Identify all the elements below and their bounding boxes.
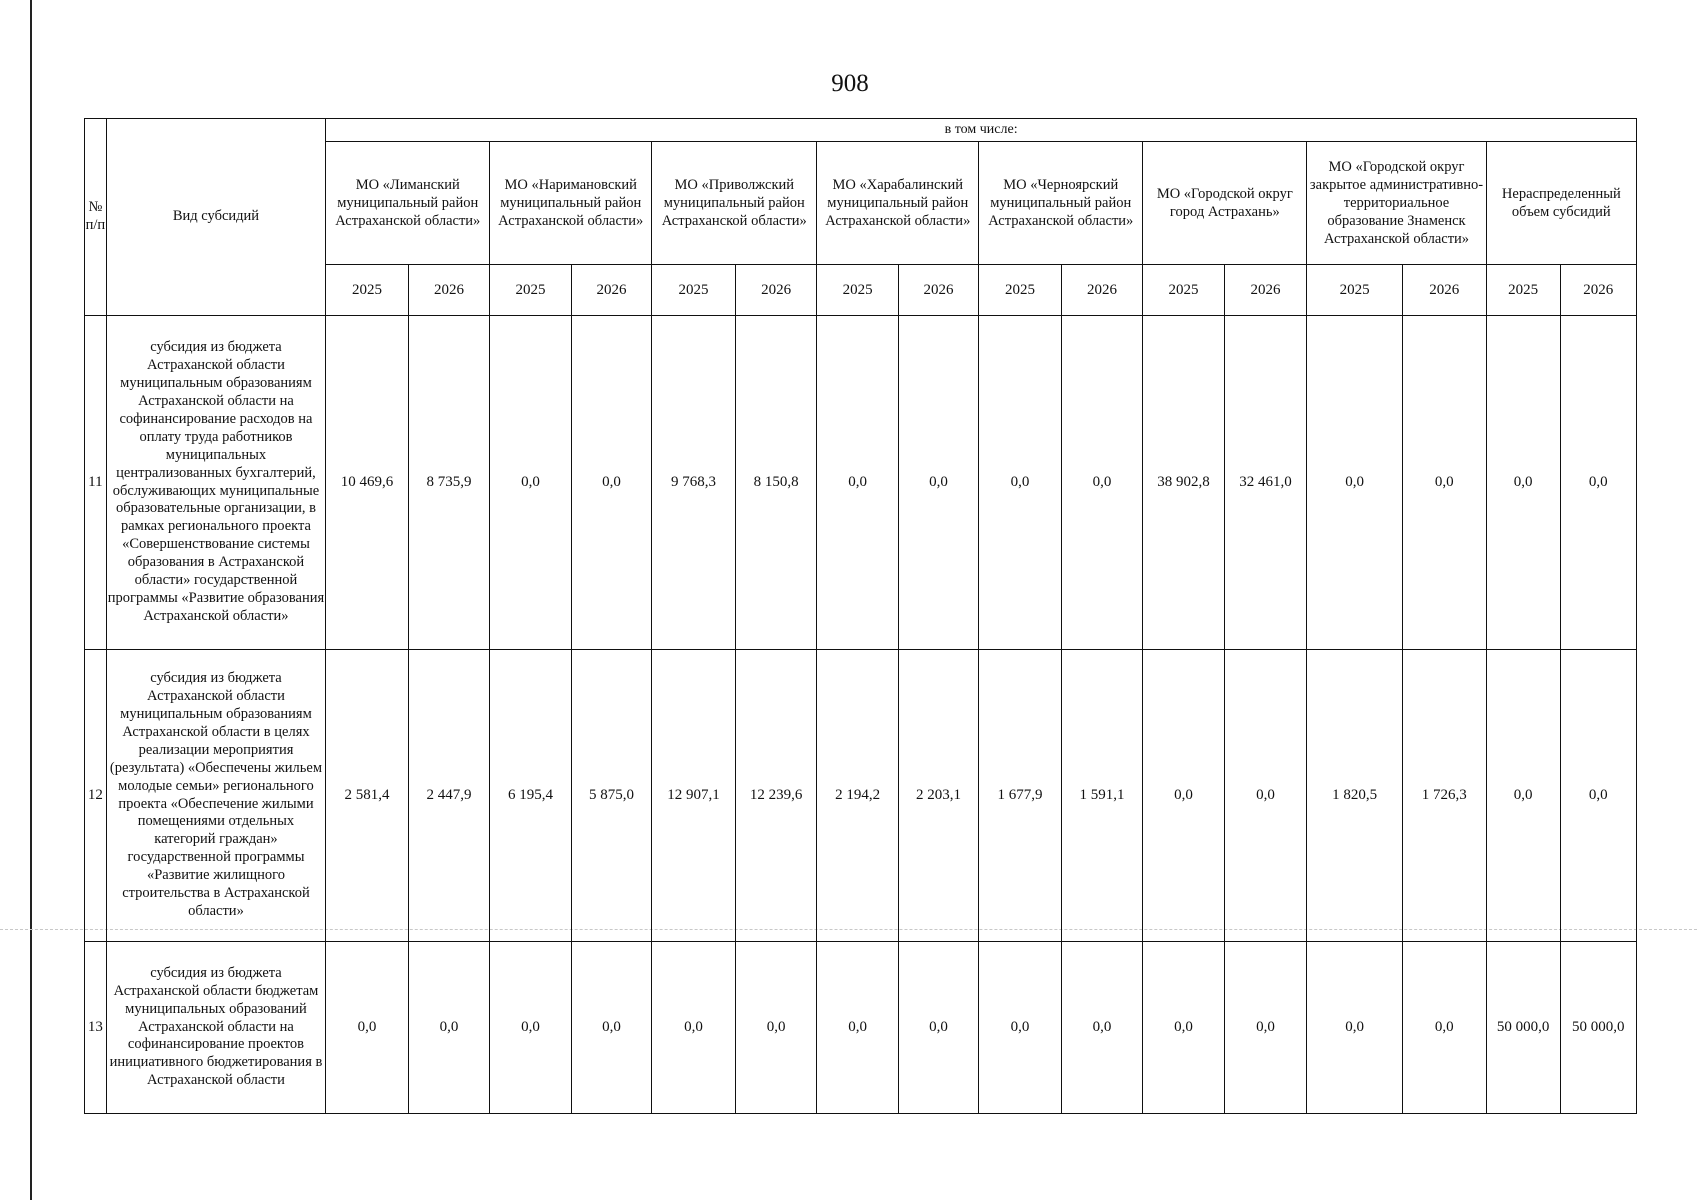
amount-cell: 6 195,4 — [490, 650, 571, 942]
row-number: 11 — [85, 316, 107, 650]
year-header: 2025 — [652, 265, 736, 316]
page-number: 908 — [831, 70, 869, 97]
amount-cell: 0,0 — [571, 316, 651, 650]
amount-cell: 8 150,8 — [735, 316, 816, 650]
municipality-header-3: МО «Приволжский муниципальный район Астраханской области» — [652, 142, 817, 265]
amount-cell: 2 581,4 — [326, 650, 409, 942]
amount-cell: 0,0 — [1307, 316, 1403, 650]
table-row — [85, 942, 1637, 1114]
number-column-header: № п/п — [85, 119, 107, 316]
municipality-header-4: МО «Харабалинский муниципальный район Астраханской области» — [817, 142, 979, 265]
municipality-header-1: МО «Лиманский муниципальный район Астраханской области» — [326, 142, 490, 265]
amount-cell: 0,0 — [817, 942, 898, 1114]
amount-cell: 1 726,3 — [1402, 650, 1486, 942]
amount-cell: 0,0 — [1307, 942, 1403, 1114]
year-header: 2026 — [408, 265, 489, 316]
row-number: 12 — [85, 650, 107, 942]
amount-cell: 0,0 — [1061, 942, 1142, 1114]
amount-cell: 12 907,1 — [652, 650, 736, 942]
amount-cell: 1 820,5 — [1307, 650, 1403, 942]
year-header: 2026 — [1402, 265, 1486, 316]
amount-cell: 0,0 — [979, 316, 1062, 650]
amount-cell: 0,0 — [1560, 650, 1636, 942]
municipality-header-5: МО «Черноярский муниципальный район Астраханской области» — [979, 142, 1143, 265]
year-header: 2025 — [979, 265, 1062, 316]
amount-cell: 0,0 — [1224, 650, 1307, 942]
subsidies-table — [84, 118, 1637, 1114]
amount-cell: 1 677,9 — [979, 650, 1062, 942]
subsidy-description: субсидия из бюджета Астраханской области муниципальным образованиям Астраханской области в целях реализации мероприятия (результата) «Обеспечены жильем молодые семьи» регионального проекта «Обеспечение жилыми помещениями отдельных категорий граждан» государственной программы «Развитие жилищного строительства в Астраханской области» — [106, 650, 326, 942]
year-header: 2026 — [735, 265, 816, 316]
municipality-header-2: МО «Наримановский муниципальный район Астраханской области» — [490, 142, 652, 265]
municipality-header-8: Нераспределенный объем субсидий — [1486, 142, 1636, 265]
municipality-header-6: МО «Городской округ город Астрахань» — [1143, 142, 1307, 265]
amount-cell: 0,0 — [817, 316, 898, 650]
header-row-top — [85, 119, 1637, 142]
amount-cell: 5 875,0 — [571, 650, 651, 942]
amount-cell: 0,0 — [408, 942, 489, 1114]
scan-edge-line — [30, 0, 32, 1200]
table-row — [85, 650, 1637, 942]
amount-cell: 8 735,9 — [408, 316, 489, 650]
amount-cell: 0,0 — [326, 942, 409, 1114]
year-header: 2025 — [1486, 265, 1560, 316]
amount-cell: 0,0 — [1402, 942, 1486, 1114]
amount-cell: 0,0 — [652, 942, 736, 1114]
amount-cell: 38 902,8 — [1143, 316, 1224, 650]
amount-cell: 0,0 — [898, 316, 978, 650]
year-header: 2025 — [490, 265, 571, 316]
table-body — [85, 316, 1637, 1114]
year-header: 2025 — [1307, 265, 1403, 316]
amount-cell: 0,0 — [490, 942, 571, 1114]
amount-cell: 2 194,2 — [817, 650, 898, 942]
subsidy-description: субсидия из бюджета Астраханской области муниципальным образованиям Астраханской области на софинансирование расходов на оплату труда работников муниципальных централизованных бухгалтерий, обслуживающих муниципальные образовательные организации, в рамках регионального проекта «Совершенствование системы образования в Астраханской области» государственной программы «Развитие образования Астраханской области» — [106, 316, 326, 650]
amount-cell: 0,0 — [898, 942, 978, 1114]
amount-cell: 1 591,1 — [1061, 650, 1142, 942]
subsidy-description: субсидия из бюджета Астраханской области бюджетам муниципальных образований Астраханской области на софинансирование проектов инициативного бюджетирования в Астраханской области — [106, 942, 326, 1114]
amount-cell: 0,0 — [1224, 942, 1307, 1114]
amount-cell: 0,0 — [1486, 650, 1560, 942]
subsidy-type-column-header: Вид субсидий — [106, 119, 326, 316]
amount-cell: 2 447,9 — [408, 650, 489, 942]
amount-cell: 50 000,0 — [1486, 942, 1560, 1114]
year-header: 2025 — [817, 265, 898, 316]
year-header: 2026 — [898, 265, 978, 316]
amount-cell: 50 000,0 — [1560, 942, 1636, 1114]
amount-cell: 0,0 — [490, 316, 571, 650]
year-header: 2026 — [1560, 265, 1636, 316]
year-header: 2025 — [326, 265, 409, 316]
row-number: 13 — [85, 942, 107, 1114]
year-header: 2026 — [1224, 265, 1307, 316]
amount-cell: 0,0 — [1143, 942, 1224, 1114]
amount-cell: 0,0 — [1486, 316, 1560, 650]
amount-cell: 0,0 — [735, 942, 816, 1114]
amount-cell: 0,0 — [979, 942, 1062, 1114]
table-row — [85, 316, 1637, 650]
amount-cell: 0,0 — [1402, 316, 1486, 650]
amount-cell: 2 203,1 — [898, 650, 978, 942]
amount-cell: 0,0 — [1143, 650, 1224, 942]
year-header: 2026 — [1061, 265, 1142, 316]
amount-cell: 9 768,3 — [652, 316, 736, 650]
amount-cell: 32 461,0 — [1224, 316, 1307, 650]
amount-cell: 0,0 — [571, 942, 651, 1114]
amount-cell: 12 239,6 — [735, 650, 816, 942]
municipality-header-7: МО «Городской округ закрытое административно-территориальное образование Знаменск Астраханской области» — [1307, 142, 1486, 265]
year-header: 2025 — [1143, 265, 1224, 316]
amount-cell: 0,0 — [1061, 316, 1142, 650]
amount-cell: 10 469,6 — [326, 316, 409, 650]
year-header: 2026 — [571, 265, 651, 316]
including-header: в том числе: — [326, 119, 1637, 142]
amount-cell: 0,0 — [1560, 316, 1636, 650]
